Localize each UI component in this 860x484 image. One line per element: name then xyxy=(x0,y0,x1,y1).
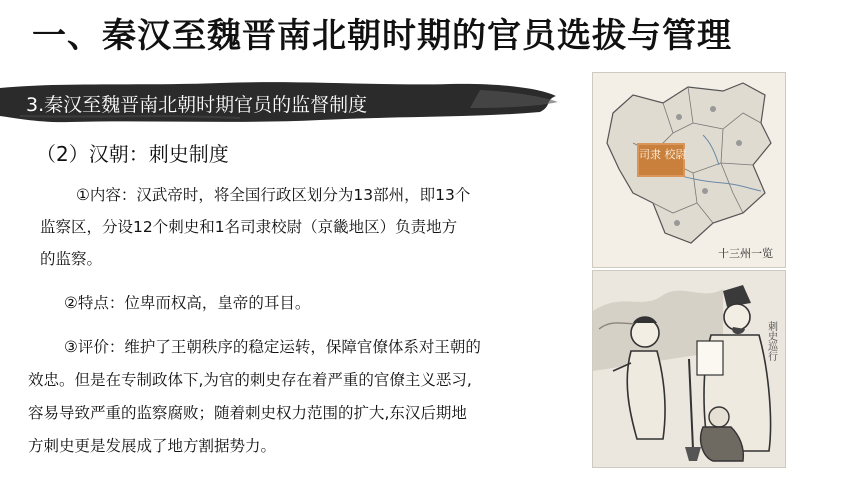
evaluation-line: ③评价：维护了王朝秩序的稳定运转，保障官僚体系对王朝的 xyxy=(64,338,481,356)
feature-line: ②特点：位卑而权高，皇帝的耳目。 xyxy=(64,294,311,312)
art-caption: 刺史巡行 xyxy=(765,321,777,361)
content-line: ①内容：汉武帝时，将全国行政区划分为13部州，即13个 xyxy=(76,186,471,204)
evaluation-line: 效忠。但是在专制政体下,为官的刺史存在着严重的官僚主义恶习, xyxy=(28,371,472,389)
seal-stamp: 司隶 校尉 xyxy=(637,143,685,177)
evaluation-line: 容易导致严重的监察腐败；随着刺史权力范围的扩大,东汉后期地 xyxy=(28,404,467,422)
content-line: 的监察。 xyxy=(40,250,103,268)
thirteen-provinces-map xyxy=(592,72,786,268)
map-illustration xyxy=(593,73,785,267)
map-caption: 十三州一览 xyxy=(718,247,773,260)
page-title: 一、秦汉至魏晋南北朝时期的官员选拔与管理 xyxy=(32,16,732,56)
ink-figures-illustration xyxy=(593,271,785,467)
content-line: 监察区，分设12个刺史和1名司隶校尉（京畿地区）负责地方 xyxy=(40,218,458,236)
section-banner-text: 3.秦汉至魏晋南北朝时期官员的监督制度 xyxy=(26,94,368,116)
evaluation-line: 方刺史更是发展成了地方割据势力。 xyxy=(28,437,277,455)
subsection-title: （2）汉朝：刺史制度 xyxy=(36,142,229,166)
inspector-ink-illustration xyxy=(592,270,786,468)
